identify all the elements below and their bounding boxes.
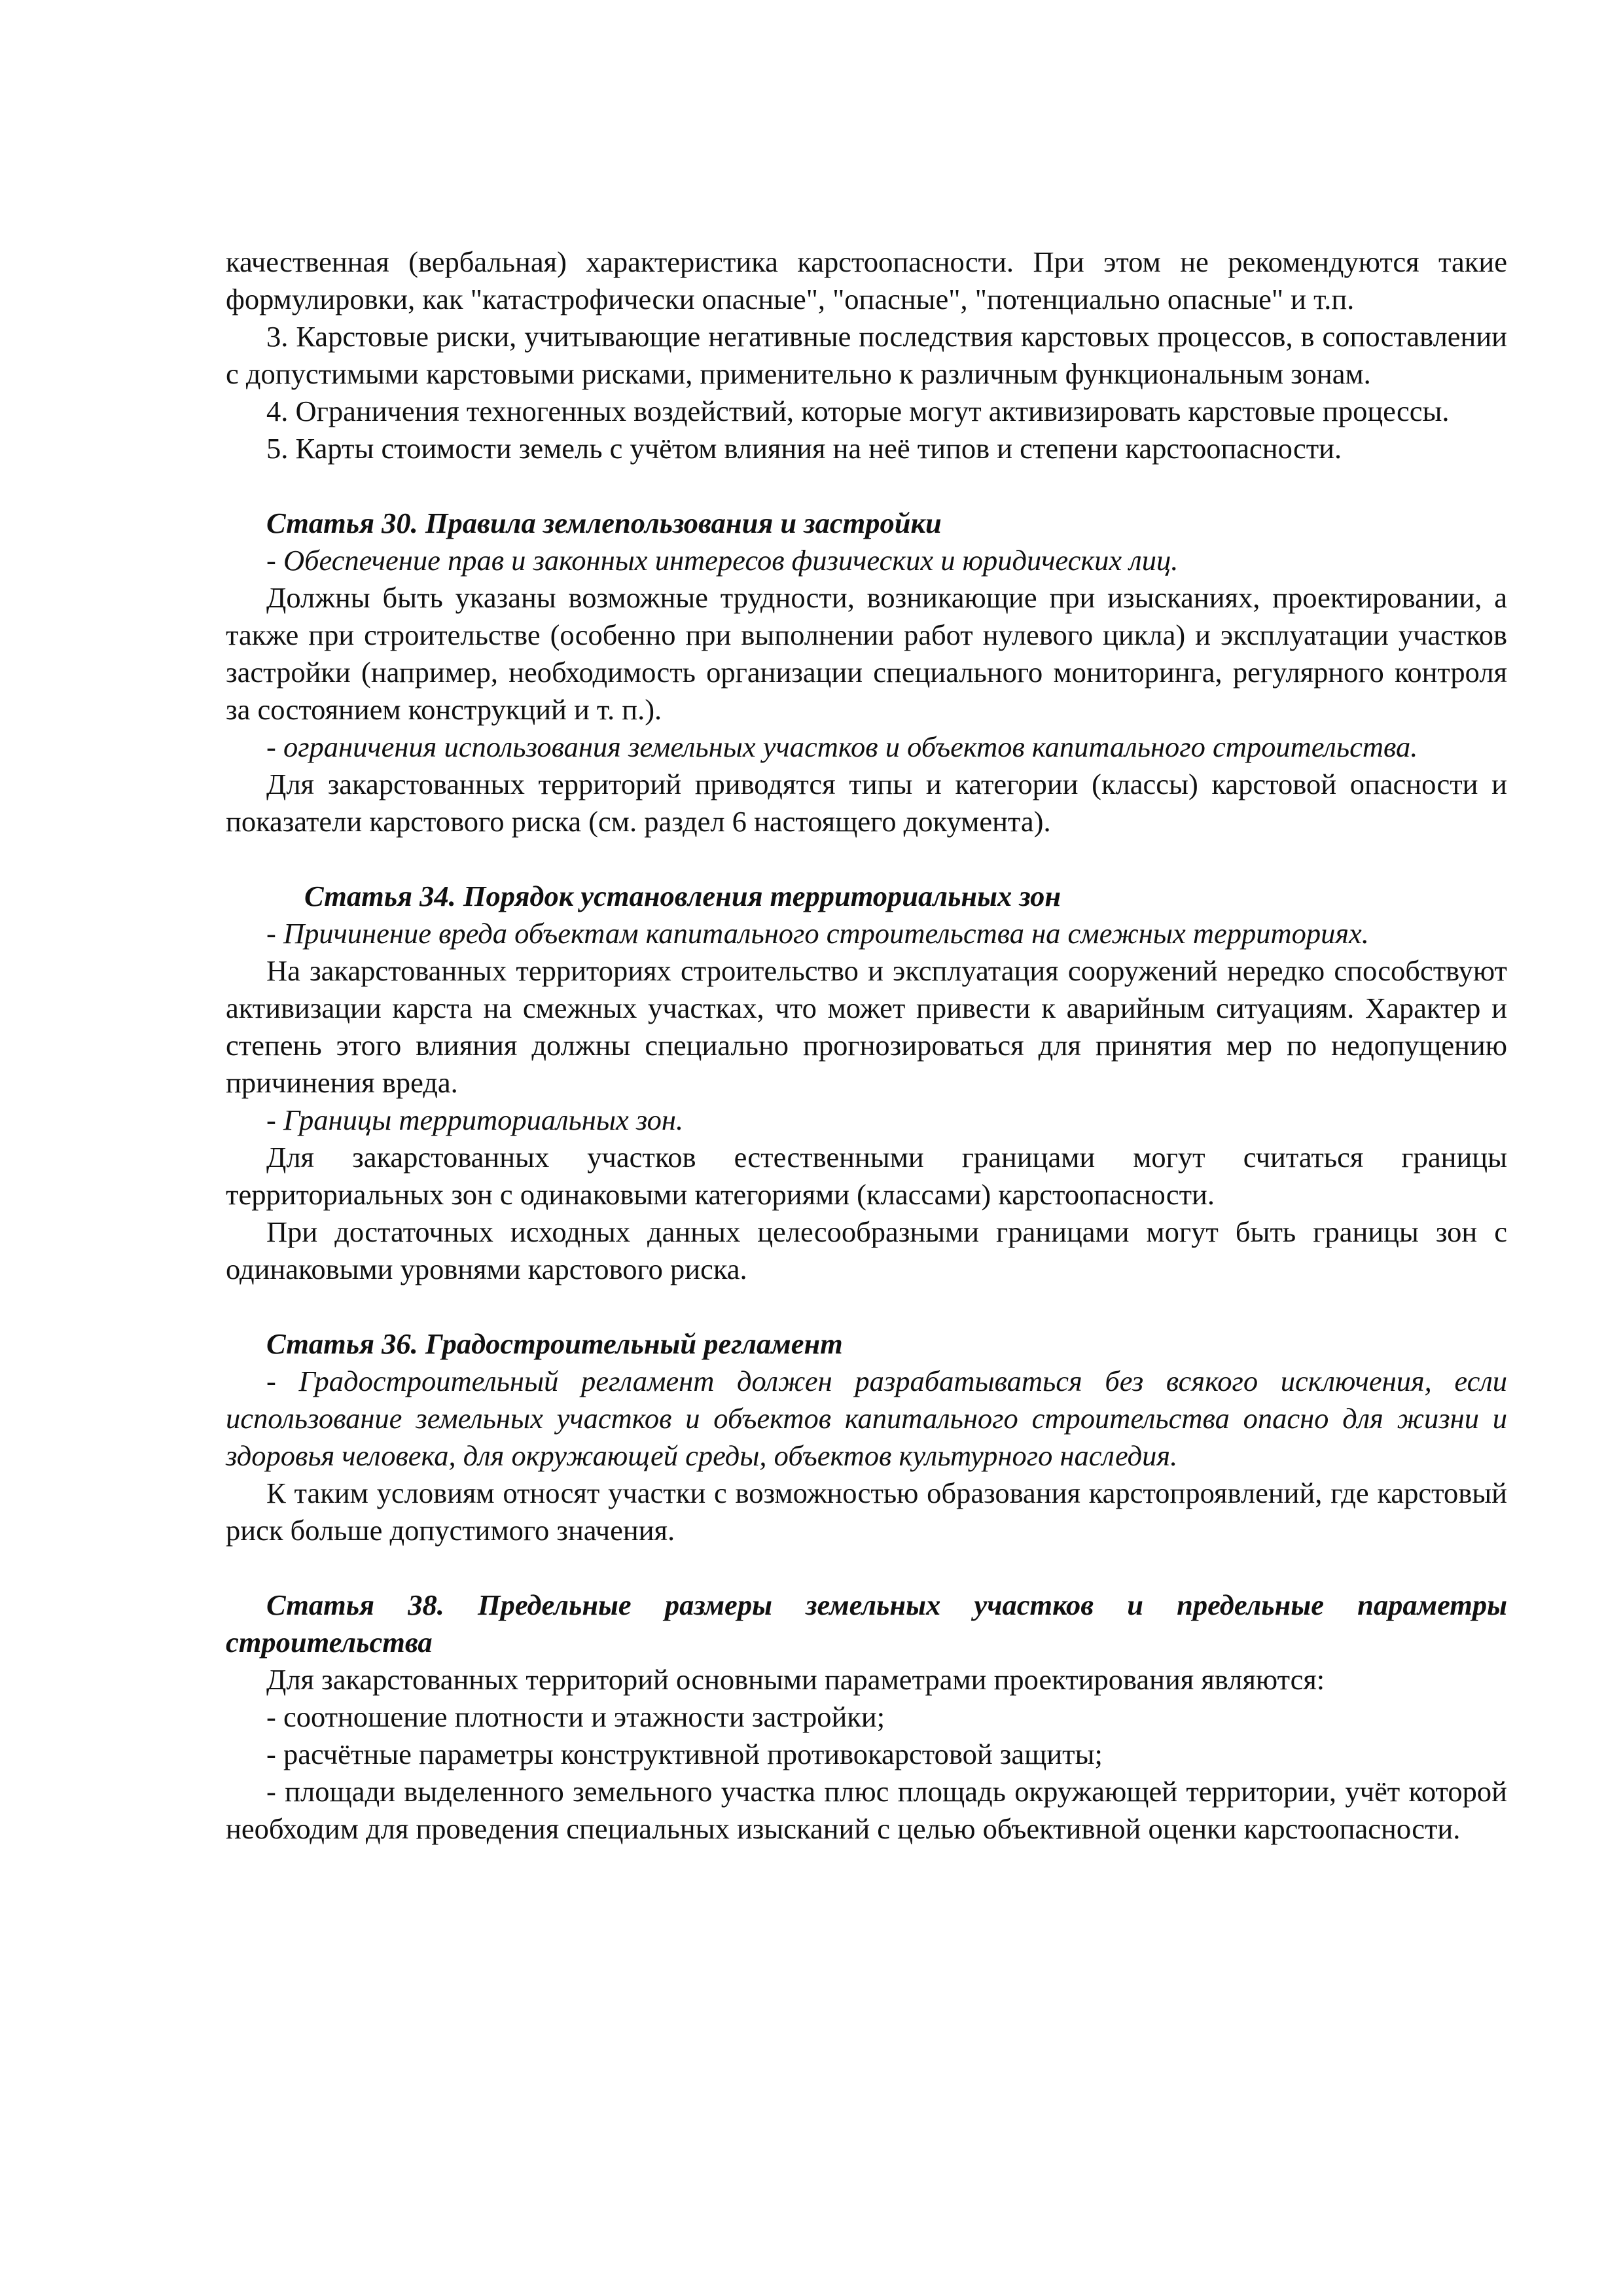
- article-36-paragraph-conditions: К таким условиям относят участки с возможностью образования карстопроявлений, где карстовый риск больше допустимого значения.: [226, 1477, 1507, 1547]
- article-38-paragraph-parameters: Для закарстованных территорий основными параметрами проектирования являются:: [266, 1663, 1325, 1696]
- article-30-subheading-rights: - Обеспечение прав и законных интересов физических и юридических лиц.: [266, 544, 1179, 577]
- article-30-subheading-restrictions: - ограничения использования земельных участков и объектов капитального строительства.: [266, 730, 1418, 763]
- list-item-4: 4. Ограничения техногенных воздействий, которые могут активизировать карстовые процессы.: [266, 395, 1450, 427]
- article-34-heading: Статья 34. Порядок установления территориальных зон: [304, 880, 1061, 912]
- article-36-subheading-regulation: - Градостроительный регламент должен разрабатываться без всякого исключения, если использование земельных участков и объектов капитального строительства опасно для жизни и здоровья человека, для окружающей среды, объектов культурного наследия.: [226, 1365, 1507, 1472]
- list-item-5: 5. Карты стоимости земель с учётом влияния на неё типов и степени карстоопасности.: [266, 432, 1342, 465]
- article-34-paragraph-activation: На закарстованных территориях строительство и эксплуатация сооружений нередко способствуют активизации карста на смежных участках, что может привести к аварийным ситуациям. Характер и степень этого влияния должны специально прогнозироваться для принятия мер по недопущению причинения вреда.: [226, 954, 1507, 1099]
- spacer: [226, 467, 1507, 505]
- spacer: [226, 1288, 1507, 1325]
- article-30-paragraph-difficulties: Должны быть указаны возможные трудности, возникающие при изысканиях, проектировании, а также при строительстве (особенно при выполнении работ нулевого цикла) и эксплуатации участков застройки (например, необходимость организации специального мониторинга, регулярного контроля за состоянием конструкций и т. п.).: [226, 581, 1507, 726]
- article-30-paragraph-karst-types: Для закарстованных территорий приводятся типы и категории (классы) карстовой опасности и показатели карстового риска (см. раздел 6 настоящего документа).: [226, 768, 1507, 838]
- article-34-paragraph-risk-borders: При достаточных исходных данных целесообразными границами могут быть границы зон с одинаковыми уровнями карстового риска.: [226, 1215, 1507, 1285]
- page-body: [226, 243, 1507, 1848]
- list-item-3: 3. Карстовые риски, учитывающие негативные последствия карстовых процессов, в сопоставлении с допустимыми карстовыми рисками, применительно к различным функциональным зонам.: [226, 320, 1507, 390]
- article-34-subheading-damage: - Причинение вреда объектам капитального строительства на смежных территориях.: [266, 917, 1369, 950]
- article-36-heading: Статья 36. Градостроительный регламент: [266, 1327, 843, 1360]
- article-38-item-area: - площади выделенного земельного участка плюс площадь окружающей территории, учёт которой необходим для проведения специальных изысканий с целью объективной оценки карстоопасности.: [226, 1775, 1507, 1845]
- article-38-item-density: - соотношение плотности и этажности застройки;: [266, 1700, 885, 1733]
- article-38-heading: Статья 38. Предельные размеры земельных участков и предельные параметры строительства: [226, 1588, 1507, 1659]
- article-34-subheading-borders: - Границы территориальных зон.: [266, 1103, 684, 1136]
- article-38-item-protection: - расчётные параметры конструктивной противокарстовой защиты;: [266, 1738, 1103, 1770]
- spacer: [226, 840, 1507, 878]
- intro-paragraph: качественная (вербальная) характеристика карстоопасности. При этом не рекомендуются такие формулировки, как "катастрофически опасные", "опасные", "потенциально опасные" и т.п.: [226, 245, 1507, 315]
- article-34-paragraph-natural-borders: Для закарстованных участков естественными границами могут считаться границы территориальных зон с одинаковыми категориями (классами) карстоопасности.: [226, 1141, 1507, 1211]
- spacer: [226, 1549, 1507, 1587]
- article-30-heading: Статья 30. Правила землепользования и застройки: [266, 507, 942, 539]
